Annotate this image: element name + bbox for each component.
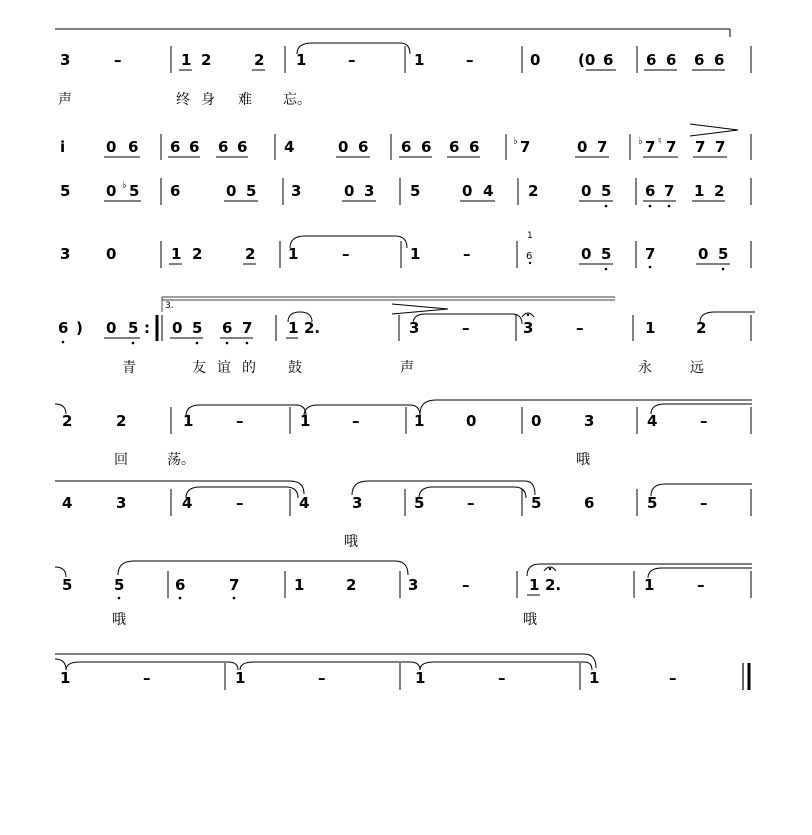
decrescendo-hairpin xyxy=(690,124,738,136)
note: 0 xyxy=(531,412,542,430)
dash: – xyxy=(462,319,470,337)
dash: – xyxy=(700,494,708,512)
note: 7 xyxy=(666,138,677,156)
lyric: 回 xyxy=(114,452,128,468)
dash: – xyxy=(498,669,506,687)
tie xyxy=(420,662,592,670)
note: 6 xyxy=(421,138,432,156)
note: 5 xyxy=(62,576,73,594)
note: 4 xyxy=(483,182,494,200)
dash: – xyxy=(467,494,475,512)
note: 5 xyxy=(60,182,71,200)
note: 1 xyxy=(181,51,192,69)
note: 0 xyxy=(530,51,541,69)
note: 3 xyxy=(364,182,375,200)
note: 4 xyxy=(62,494,73,512)
note: 5 xyxy=(414,494,425,512)
note: 5 xyxy=(128,319,139,337)
lyric: 远 xyxy=(690,360,704,376)
note: 1 xyxy=(694,182,705,200)
note: 7 xyxy=(645,245,656,263)
row-2 xyxy=(60,124,751,160)
repeat-colon: : xyxy=(144,319,150,337)
lower-octave-dot xyxy=(62,341,65,344)
note: 6 xyxy=(358,138,369,156)
note: 0 xyxy=(577,138,588,156)
lower-octave-dot xyxy=(722,268,725,271)
slur xyxy=(527,564,752,576)
note: 3 xyxy=(408,576,419,594)
row-1 xyxy=(58,43,751,108)
lower-octave-dot xyxy=(179,597,182,600)
note: 6 xyxy=(128,138,139,156)
note: 7 xyxy=(597,138,608,156)
note: 0 xyxy=(226,182,237,200)
note: 2 xyxy=(346,576,357,594)
note: 6 xyxy=(170,138,181,156)
note: 5 xyxy=(246,182,257,200)
row-6 xyxy=(55,400,752,468)
lower-octave-dot xyxy=(529,262,531,264)
lyric: 荡。 xyxy=(167,452,195,468)
lyric: 终 xyxy=(176,92,190,108)
note: 3 xyxy=(352,494,363,512)
lyric: 忘。 xyxy=(283,92,311,108)
note: 2 xyxy=(116,412,127,430)
lyric: 永 xyxy=(638,360,652,376)
dash: – xyxy=(669,669,677,687)
note: 1 xyxy=(235,669,246,687)
lyric: 友 xyxy=(192,360,206,376)
note: 7 xyxy=(695,138,706,156)
dash: – xyxy=(352,412,360,430)
note: 1 xyxy=(415,669,426,687)
note: 5 xyxy=(129,182,140,200)
note: 6 xyxy=(469,138,480,156)
note: 1 xyxy=(300,412,311,430)
note: 6 xyxy=(666,51,677,69)
dash: – xyxy=(236,412,244,430)
note: 0 xyxy=(581,182,592,200)
fermata-dot xyxy=(549,568,551,570)
lyric: 哦 xyxy=(576,452,590,468)
note: 6 xyxy=(603,51,614,69)
decrescendo-hairpin xyxy=(392,304,448,314)
flat-sign: ♭ xyxy=(638,136,643,147)
lower-octave-dot xyxy=(118,597,121,600)
note: 1 xyxy=(183,412,194,430)
note: 7 xyxy=(520,138,531,156)
note: 2. xyxy=(545,576,562,594)
lower-octave-dot xyxy=(246,342,249,345)
note: 7 xyxy=(645,138,656,156)
note: 0 xyxy=(698,245,709,263)
note: 1 xyxy=(171,245,182,263)
slur xyxy=(700,312,755,322)
volta-label: 3. xyxy=(165,301,174,311)
lyric: 青 xyxy=(122,360,136,376)
note: 6 xyxy=(175,576,186,594)
paren-close: ) xyxy=(76,319,83,337)
note: 6 xyxy=(646,51,657,69)
dash: – xyxy=(697,576,705,594)
long-slur xyxy=(118,561,408,575)
dash: – xyxy=(466,51,474,69)
lyric: 鼓 xyxy=(288,360,302,376)
fermata-dot xyxy=(527,314,529,316)
note: 0 xyxy=(106,245,117,263)
lower-octave-dot xyxy=(668,205,671,208)
note: 2 xyxy=(714,182,725,200)
note: 5 xyxy=(531,494,542,512)
row-7 xyxy=(55,481,752,550)
lower-octave-dot xyxy=(196,342,199,345)
note: 3 xyxy=(116,494,127,512)
note: 3 xyxy=(60,51,71,69)
natural-sign: ♮ xyxy=(658,136,662,147)
dash: – xyxy=(114,51,122,69)
note: 4 xyxy=(299,494,310,512)
note: 2 xyxy=(192,245,203,263)
tie xyxy=(240,662,420,670)
note: 1 xyxy=(414,51,425,69)
note: 0 xyxy=(172,319,183,337)
note: 3 xyxy=(584,412,595,430)
lower-octave-dot xyxy=(649,266,652,269)
note: 2 xyxy=(245,245,256,263)
note: 6 xyxy=(58,319,69,337)
note: 1 xyxy=(294,576,305,594)
dash: – xyxy=(236,494,244,512)
lyric: 哦 xyxy=(523,612,537,628)
note: 6 xyxy=(237,138,248,156)
lower-octave-dot xyxy=(233,597,236,600)
lyric: 的 xyxy=(242,360,256,376)
note: 6 xyxy=(584,494,595,512)
note: 4 xyxy=(647,412,658,430)
lower-octave-dot xyxy=(605,268,608,271)
flat-sign: ♭ xyxy=(513,136,518,147)
note: 2 xyxy=(528,182,539,200)
note: 5 xyxy=(601,182,612,200)
note: 1 xyxy=(296,51,307,69)
lower-octave-dot xyxy=(132,342,135,345)
flat-sign: ♭ xyxy=(122,180,127,191)
note: 6 xyxy=(401,138,412,156)
note: 2 xyxy=(696,319,707,337)
note: 6 xyxy=(694,51,705,69)
dash: – xyxy=(348,51,356,69)
lower-octave-dot xyxy=(226,342,229,345)
note: 1 xyxy=(288,319,299,337)
note: 2. xyxy=(304,319,321,337)
lyric: 哦 xyxy=(344,534,358,550)
note: 3 xyxy=(523,319,534,337)
note: 1 xyxy=(529,576,540,594)
row-9 xyxy=(55,654,749,690)
note: 2 xyxy=(62,412,73,430)
note: 0 xyxy=(338,138,349,156)
note: 5 xyxy=(647,494,658,512)
row-8 xyxy=(55,561,752,628)
row-4 xyxy=(60,231,751,270)
dash: – xyxy=(342,245,350,263)
note: 5 xyxy=(192,319,203,337)
note: 4 xyxy=(284,138,295,156)
dash: – xyxy=(576,319,584,337)
note: (0 xyxy=(578,51,596,69)
tie xyxy=(186,405,306,416)
note: 5 xyxy=(410,182,421,200)
note: 1 xyxy=(60,669,71,687)
note: 0 xyxy=(581,245,592,263)
note: 6 xyxy=(170,182,181,200)
note: 1 xyxy=(410,245,421,263)
note: 0 xyxy=(106,182,117,200)
tie xyxy=(304,405,420,416)
lyric: 身 xyxy=(201,92,215,108)
lyric: 谊 xyxy=(217,360,231,376)
note: 5 xyxy=(601,245,612,263)
lyric: 难 xyxy=(238,92,252,108)
note: 5 xyxy=(718,245,729,263)
note: 0 xyxy=(106,319,117,337)
note: 1 xyxy=(645,319,656,337)
lower-octave-dot xyxy=(605,205,608,208)
tie xyxy=(66,662,238,670)
note: 7 xyxy=(664,182,675,200)
note: 6 xyxy=(526,251,533,262)
long-slur-continuation xyxy=(55,654,596,668)
dash: – xyxy=(318,669,326,687)
note: 2 xyxy=(254,51,265,69)
dash: – xyxy=(463,245,471,263)
note: 4 xyxy=(182,494,193,512)
note: 1 xyxy=(644,576,655,594)
lyric: 声 xyxy=(400,360,414,376)
long-slur xyxy=(352,481,535,495)
lower-octave-dot xyxy=(649,205,652,208)
note: 7 xyxy=(242,319,253,337)
lyric: 哦 xyxy=(112,612,126,628)
note-stack-upper: 1 xyxy=(527,231,533,241)
note: 6 xyxy=(714,51,725,69)
lyric: 声 xyxy=(58,92,72,108)
dash: – xyxy=(143,669,151,687)
note: 6 xyxy=(449,138,460,156)
dash: – xyxy=(700,412,708,430)
note: 3 xyxy=(60,245,71,263)
note: 6 xyxy=(189,138,200,156)
note: 3 xyxy=(409,319,420,337)
note: 0 xyxy=(106,138,117,156)
note: 1 xyxy=(414,412,425,430)
note: 6 xyxy=(218,138,229,156)
note: 3 xyxy=(291,182,302,200)
note: 1 xyxy=(589,669,600,687)
row-5 xyxy=(58,297,755,376)
note: 0 xyxy=(466,412,477,430)
note: 7 xyxy=(715,138,726,156)
note: 7 xyxy=(229,576,240,594)
note: 0 xyxy=(462,182,473,200)
dash: – xyxy=(462,576,470,594)
note: 1 xyxy=(288,245,299,263)
row-3 xyxy=(60,178,751,207)
note: 6 xyxy=(222,319,233,337)
note: 6 xyxy=(645,182,656,200)
note: i xyxy=(60,138,66,156)
note: 0 xyxy=(344,182,355,200)
note: 5 xyxy=(114,576,125,594)
note: 2 xyxy=(201,51,212,69)
